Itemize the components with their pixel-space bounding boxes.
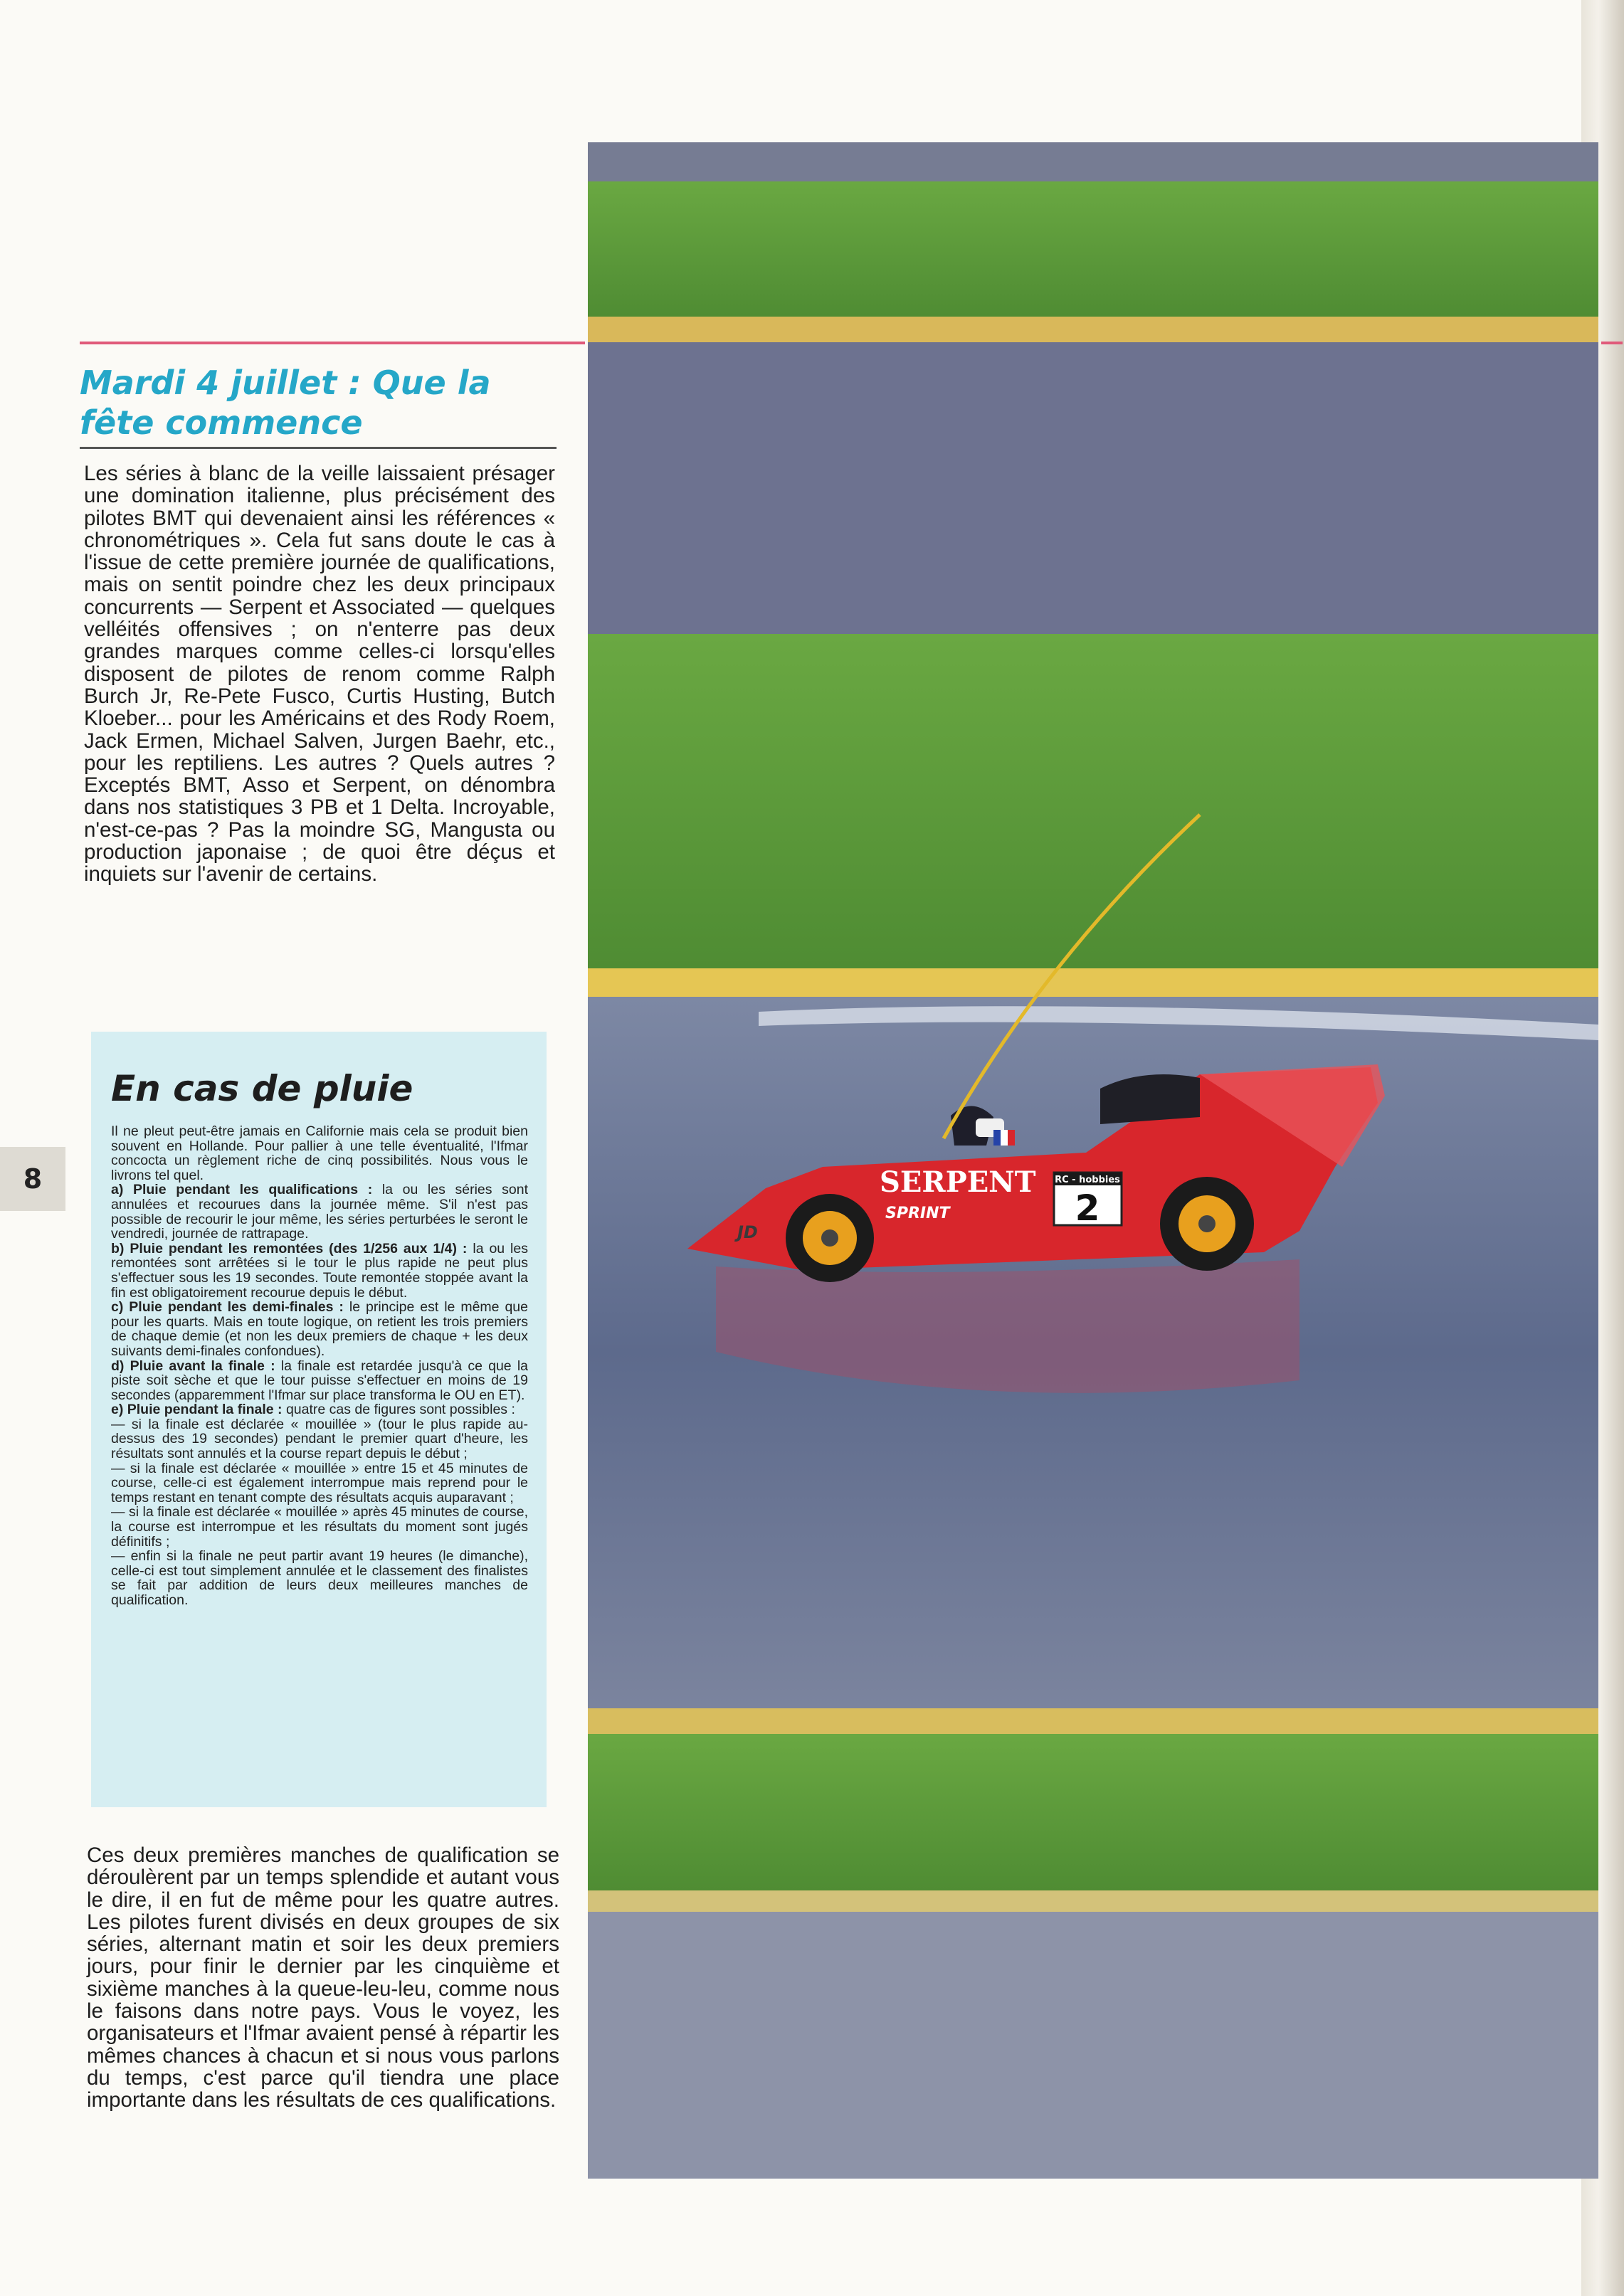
car-model-text: SPRINT [885,1205,950,1222]
rear-wheel [1160,1177,1254,1271]
sidebar-item [111,1402,528,1417]
sidebar-case: — si la finale est déclarée « mouillée » après 45 minutes de course, la course est interrompue et les résultats du moment sont jugés définitifs ; [111,1504,528,1550]
sidebar-item-label: d) Pluie avant la finale : [111,1358,275,1374]
race-car-photo [588,142,1598,2179]
kerb-stripe [588,1708,1598,1734]
sidebar-item [111,1300,528,1358]
sidebar-item-label: e) Pluie pendant la finale : [111,1402,283,1418]
closing-paragraph: Ces deux premières manches de qualification se déroulèrent par un temps splendide et autant vous le dire, il en fut de même pour les quatre autres. Les pilotes furent divisés en deux groupes de six séries, alternant matin et soir les deux premiers jours, pour finir le dernier par les cinquième et sixième manches à la queue-leu-leu, comme nous le faisons dans notre pays. Vous le voyez, les organisateurs et l'Ifmar avaient pensé à répartir les mêmes chances à chacun et si nous vous parlons du temps, c'est parce qu'il tiendra une place importante dans les résultats de ces qualifications. [87,1843,559,2112]
heading-bottom-rule [80,447,557,449]
sponsor-text: RC - hobbies [1055,1175,1120,1185]
intro-paragraph: Les séries à blanc de la veille laissaient présager une domination italienne, plus précisément des pilotes BMT qui devenaient ainsi les références « chronométriques ». Cela fut sans doute le cas à l'issue de cette première journée de qualifications, mais on sentit poindre chez les deux principaux concurrents — Serpent et Associated — quelques velléités offensives ; on n'enterre pas deux grandes marques comme celles-ci lorsqu'elles disposent de pilotes de renom comme Ralph Burch Jr, Re-Pete Fusco, Curtis Husting, Butch Kloeber... pour les Américains et des Rody Roem, Jack Ermen, Michael Salven, Jurgen Baehr, etc., pour les reptiliens. Les autres ? Quels autres ? Exceptés BMT, Asso et Serpent, on dénombra dans nos statistiques 3 PB et 1 Delta. Incroyable, n'est-ce-pas ? Pas la moindre SG, Mangusta ou production japonaise ; de quoi être déçus et inquiets sur l'avenir de certains. [84,462,555,887]
sidebar-item [111,1183,528,1241]
rain-rules-sidebar [91,1032,547,1807]
heading-top-rule [80,342,585,344]
kerb-stripe [588,1890,1598,1912]
sidebar-item-text: le principe est le même que pour les quarts. Mais en toute logique, on retient les trois premiers de chaque demie (et non les deux premiers de chaque + les deux suivants demi-finales confondues). [111,1299,529,1359]
sidebar-case: — si la finale est déclarée « mouillée » entre 15 et 45 minutes de course, celle-ci est également interrompue mais reprend pour le temps restant en tenant compte des résultats acquis auparavant ; [111,1460,528,1506]
page-number: 8 [23,1163,43,1195]
car-brand-text: SERPENT [880,1165,1036,1199]
sidebar-title: En cas de pluie [111,1068,413,1109]
track-bottom [588,1912,1598,2179]
sidebar-item-label: b) Pluie pendant les remontées (des 1/256 aux 1/4) : [111,1240,468,1257]
sidebar-item-text: la ou les remontées sont arrêtées si le tour le plus rapide ne peut plus s'effectuer sous les 19 secondes. Toute remontée stoppée avant la fin est obligatoirement recourue depuis le début. [111,1240,528,1301]
sidebar-body [111,1124,528,1608]
kerb-stripe [588,968,1598,997]
sidebar-item-label: a) Pluie pendant les qualifications : [111,1182,373,1198]
sidebar-item [111,1359,528,1403]
french-flag-icon [993,1130,1015,1146]
sidebar-case: — enfin si la finale ne peut partir avant 19 heures (le dimanche), celle-ci est tout simplement annulée et le classement des finalistes se fait par addition de leurs deux meilleures manches de qualification. [111,1548,528,1608]
page-number-tab [0,1147,65,1211]
section-heading: Mardi 4 juillet : Que la fête commence [80,364,491,442]
sidebar-item-text: quatre cas de figures sont possibles : [282,1402,515,1418]
front-wheel [786,1194,874,1282]
sidebar-item [111,1242,528,1300]
sidebar-item-text: la finale est retardée jusqu'à ce que la piste soit sèche et que le tour puisse s'effectuer en moins de 19 secondes (apparemment l'Ifmar sur place transforma le OU en ET). [111,1358,529,1403]
sidebar-item-label: c) Pluie pendant les demi-finales : [111,1299,344,1316]
grass-strip [588,1734,1598,1890]
car-number: 2 [1075,1187,1100,1229]
grass-infield [588,634,1598,968]
kerb-stripe [588,317,1598,342]
heading-rule-tail [1601,342,1623,344]
grass-strip [588,181,1598,317]
side-decal: JD [737,1222,758,1242]
sidebar-item-text: la ou les séries sont annulées et recourues dans la journée même. S'il n'est pas possible de recourir le jour même, les séries perturbées le seront le vendredi, journée de rattrapage. [111,1182,528,1242]
sidebar-case: — si la finale est déclarée « mouillée » (tour le plus rapide au-dessus des 19 secondes) pendant le premier quart d'heure, les résultats sont annulés et la course repart depuis le début ; [111,1416,528,1462]
track-section [588,342,1598,634]
sidebar-intro: Il ne pleut peut-être jamais en Californie mais cela se produit bien souvent en Hollande. Pour pallier à une telle éventualité, l'Ifmar concocta un règlement riche de cinq possibilités. Nous vous le livrons tel quel. [111,1123,528,1183]
track-top [588,142,1598,181]
